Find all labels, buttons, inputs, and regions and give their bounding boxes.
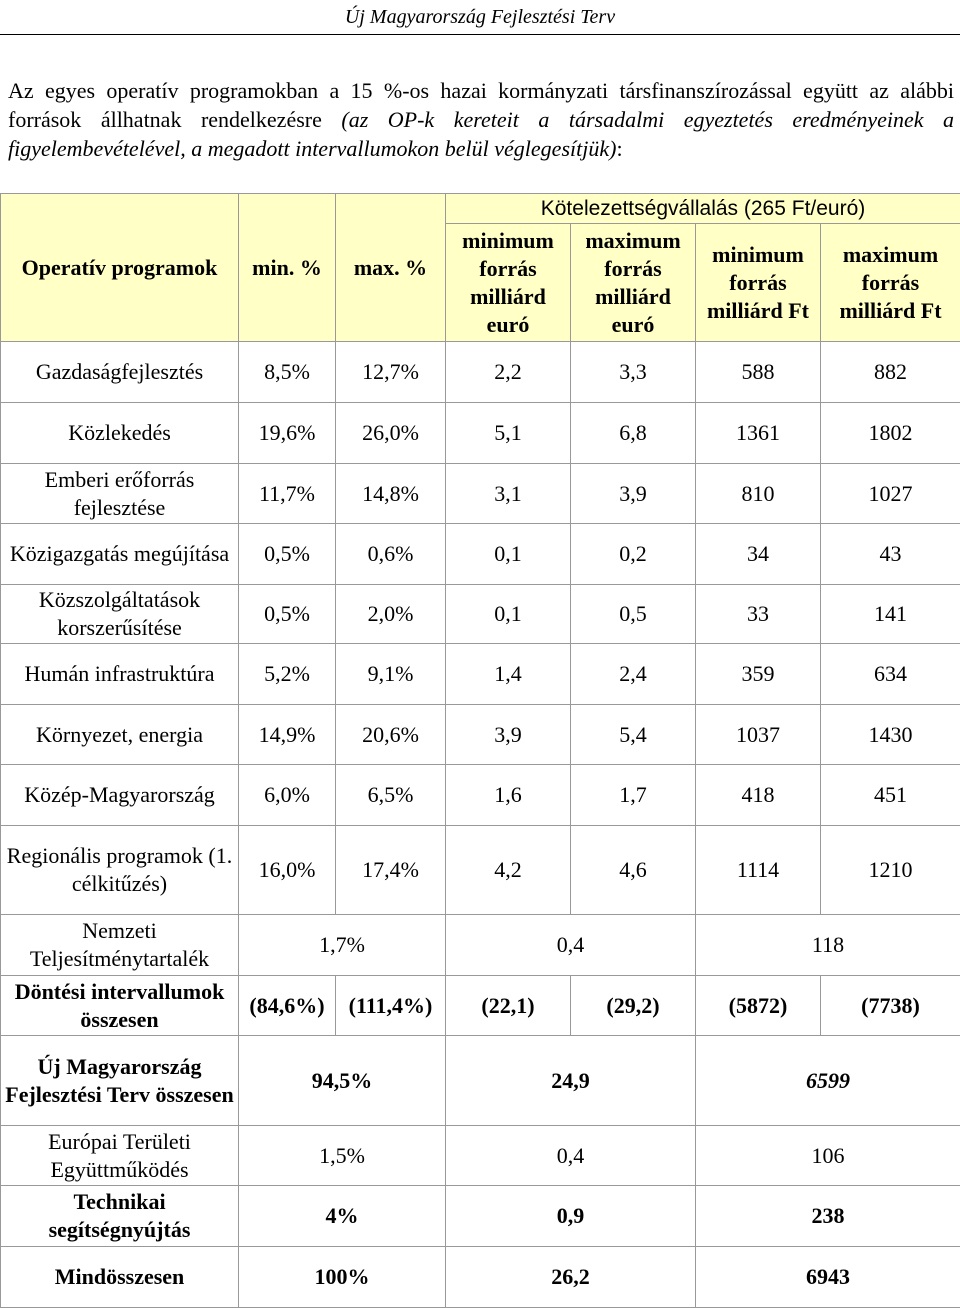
cell-min-pct: 14,9%	[239, 705, 336, 765]
cell-max-pct: 9,1%	[336, 644, 446, 705]
intro-paragraph	[8, 76, 954, 163]
row-name: Európai Területi Együttműködés	[1, 1126, 239, 1186]
cell-ft: 6943	[696, 1247, 960, 1308]
header-min-pct: min. %	[239, 194, 336, 342]
header-max-ft: maximum forrás milliárd Ft	[821, 224, 960, 342]
table-row	[1, 403, 960, 464]
cell-min-pct: 19,6%	[239, 403, 336, 464]
cell-min-ft: 1037	[696, 705, 821, 765]
page-header: Új Magyarország Fejlesztési Terv	[0, 0, 960, 35]
cell-pct: 4%	[239, 1186, 446, 1247]
cell-min-pct: 16,0%	[239, 826, 336, 915]
cell-max-ft: 634	[821, 644, 960, 705]
cell-max-ft: 1430	[821, 705, 960, 765]
table-row-technikai	[1, 1186, 960, 1247]
row-name: Környezet, energia	[1, 705, 239, 765]
cell-max-pct: 17,4%	[336, 826, 446, 915]
cell-min-ft: 418	[696, 765, 821, 826]
cell-max-pct: 20,6%	[336, 705, 446, 765]
cell-max-ft: 1210	[821, 826, 960, 915]
intro-plain-text: Az egyes operatív programokban a 15 %-os hazai kormányzati társfinanszírozással együtt az alábbi források állhatnak rendelkezésre	[8, 78, 954, 132]
header-kotelezettseg: Kötelezettségvállalás (265 Ft/euró)	[446, 194, 960, 224]
cell-eur: 0,4	[446, 915, 696, 976]
cell-min-pct: (84,6%)	[239, 976, 336, 1036]
cell-max-ft: 43	[821, 524, 960, 585]
row-name: Közigazgatás megújítása	[1, 524, 239, 585]
cell-max-pct: (111,4%)	[336, 976, 446, 1036]
cell-min-eur: (22,1)	[446, 976, 571, 1036]
cell-min-ft: 588	[696, 342, 821, 403]
cell-pct: 1,7%	[239, 915, 446, 976]
cell-max-pct: 2,0%	[336, 585, 446, 644]
cell-pct: 100%	[239, 1247, 446, 1308]
intro-italic-text: (az OP-k kereteit a társadalmi egyeztetés eredményeinek a figyelembevételével, a megadott intervallumokon belül véglegesítjük)	[8, 107, 954, 161]
table-row	[1, 342, 960, 403]
row-name: Technikai segítségnyújtás	[1, 1186, 239, 1247]
cell-min-ft: 810	[696, 464, 821, 524]
cell-min-eur: 0,1	[446, 585, 571, 644]
cell-eur: 26,2	[446, 1247, 696, 1308]
row-name: Mindösszesen	[1, 1247, 239, 1308]
cell-eur: 0,4	[446, 1126, 696, 1186]
row-name: Emberi erőforrás fejlesztése	[1, 464, 239, 524]
cell-max-eur: 5,4	[571, 705, 696, 765]
cell-max-eur: 3,9	[571, 464, 696, 524]
cell-pct: 1,5%	[239, 1126, 446, 1186]
cell-min-ft: 33	[696, 585, 821, 644]
cell-min-ft: 34	[696, 524, 821, 585]
cell-ft: 106	[696, 1126, 960, 1186]
intro-end: :	[616, 136, 622, 161]
cell-min-pct: 11,7%	[239, 464, 336, 524]
cell-max-eur: 0,2	[571, 524, 696, 585]
cell-min-pct: 6,0%	[239, 765, 336, 826]
cell-max-ft: 882	[821, 342, 960, 403]
cell-max-eur: 6,8	[571, 403, 696, 464]
cell-max-eur: 4,6	[571, 826, 696, 915]
table-row-dontesi	[1, 976, 960, 1036]
cell-eur: 24,9	[446, 1036, 696, 1126]
cell-max-pct: 26,0%	[336, 403, 446, 464]
row-name: Regionális programok (1. célkitűzés)	[1, 826, 239, 915]
header-program: Operatív programok	[1, 194, 239, 342]
cell-min-pct: 5,2%	[239, 644, 336, 705]
cell-max-pct: 0,6%	[336, 524, 446, 585]
table-row	[1, 585, 960, 644]
cell-min-eur: 2,2	[446, 342, 571, 403]
table-row-nemzeti	[1, 915, 960, 976]
cell-min-pct: 0,5%	[239, 524, 336, 585]
cell-min-eur: 5,1	[446, 403, 571, 464]
table-row-europai	[1, 1126, 960, 1186]
header-min-ft: minimum forrás milliárd Ft	[696, 224, 821, 342]
table-row	[1, 826, 960, 915]
cell-min-eur: 3,1	[446, 464, 571, 524]
cell-max-ft: (7738)	[821, 976, 960, 1036]
cell-ft: 118	[696, 915, 960, 976]
cell-min-eur: 1,6	[446, 765, 571, 826]
cell-max-pct: 12,7%	[336, 342, 446, 403]
cell-max-ft: 1802	[821, 403, 960, 464]
cell-min-pct: 0,5%	[239, 585, 336, 644]
table-row-total	[1, 1247, 960, 1308]
row-name: Közép-Magyarország	[1, 765, 239, 826]
cell-min-ft: (5872)	[696, 976, 821, 1036]
table-row-umft	[1, 1036, 960, 1126]
cell-max-ft: 1027	[821, 464, 960, 524]
table-header-row	[1, 194, 960, 224]
cell-min-ft: 1361	[696, 403, 821, 464]
table-row	[1, 464, 960, 524]
cell-min-eur: 4,2	[446, 826, 571, 915]
table-row	[1, 644, 960, 705]
cell-min-ft: 359	[696, 644, 821, 705]
row-name: Új Magyarország Fejlesztési Terv összesen	[1, 1036, 239, 1126]
row-name: Döntési intervallumok összesen	[1, 976, 239, 1036]
table-row	[1, 524, 960, 585]
cell-min-pct: 8,5%	[239, 342, 336, 403]
table-row	[1, 705, 960, 765]
row-name: Humán infrastruktúra	[1, 644, 239, 705]
cell-max-pct: 6,5%	[336, 765, 446, 826]
cell-max-eur: 3,3	[571, 342, 696, 403]
row-name: Gazdaságfejlesztés	[1, 342, 239, 403]
funding-table	[0, 193, 960, 1308]
row-name: Közlekedés	[1, 403, 239, 464]
cell-pct: 94,5%	[239, 1036, 446, 1126]
row-name: Nemzeti Teljesítménytartalék	[1, 915, 239, 976]
cell-min-eur: 1,4	[446, 644, 571, 705]
cell-eur: 0,9	[446, 1186, 696, 1247]
cell-max-pct: 14,8%	[336, 464, 446, 524]
header-max-pct: max. %	[336, 194, 446, 342]
cell-min-eur: 3,9	[446, 705, 571, 765]
cell-min-eur: 0,1	[446, 524, 571, 585]
cell-ft: 238	[696, 1186, 960, 1247]
cell-max-eur: 2,4	[571, 644, 696, 705]
header-max-eur: maximum forrás milliárd euró	[571, 224, 696, 342]
table-row	[1, 765, 960, 826]
row-name: Közszolgáltatások korszerűsítése	[1, 585, 239, 644]
cell-max-eur: 0,5	[571, 585, 696, 644]
cell-max-eur: (29,2)	[571, 976, 696, 1036]
cell-max-ft: 141	[821, 585, 960, 644]
cell-ft: 6599	[696, 1036, 960, 1126]
cell-max-eur: 1,7	[571, 765, 696, 826]
cell-max-ft: 451	[821, 765, 960, 826]
header-min-eur: minimum forrás milliárd euró	[446, 224, 571, 342]
cell-min-ft: 1114	[696, 826, 821, 915]
